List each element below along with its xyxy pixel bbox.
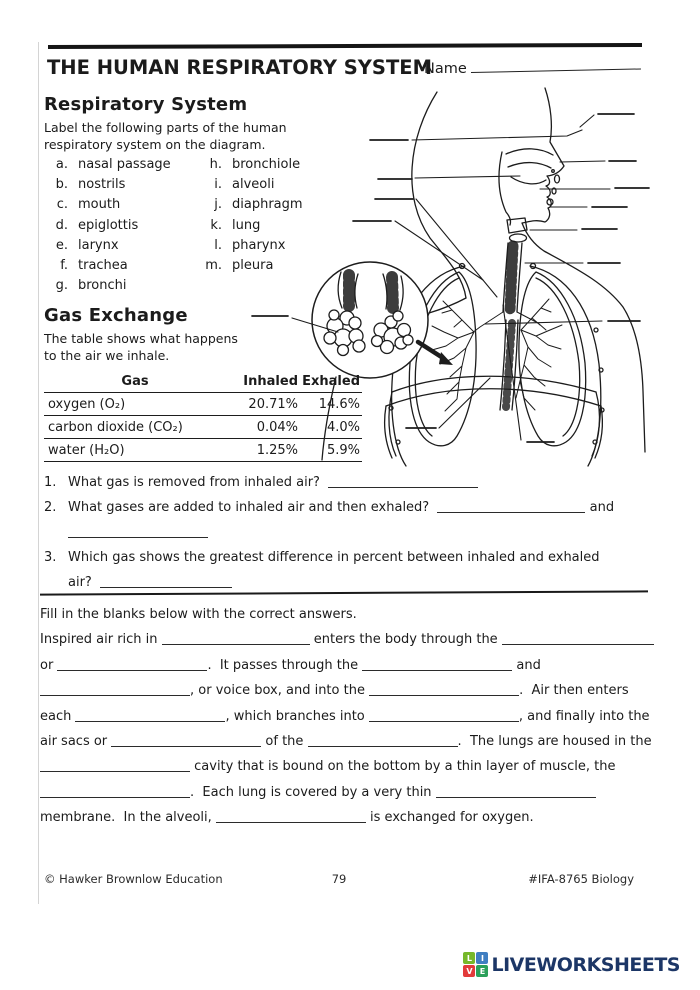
text-segment: What gas is removed from inhaled air? — [68, 475, 329, 490]
question-number: 3. — [44, 550, 57, 565]
footer-code: #IFA-8765 Biology — [528, 872, 635, 886]
exhaled-value-cell: 14.6% — [318, 397, 360, 412]
liveworksheets-wordmark: LIVEWORKSHEETS — [491, 953, 680, 976]
text-segment: and — [512, 657, 541, 673]
part-label: mouth — [78, 197, 121, 213]
gas-name-cell: carbon dioxide (CO₂) — [48, 420, 183, 435]
answer-blank[interactable] — [40, 683, 190, 696]
answer-blank[interactable] — [437, 500, 585, 513]
text-segment: of the — [261, 734, 308, 750]
scan-artifact-line — [38, 42, 39, 904]
text-segment: What gases are added to inhaled air and then exhaled? — [68, 500, 438, 515]
part-letter: k. — [210, 217, 222, 233]
question-line — [44, 545, 664, 570]
fill-line — [40, 780, 672, 805]
part-letter: j. — [214, 197, 222, 213]
inhaled-column-header: Inhaled — [243, 374, 298, 389]
alveoli-inset — [312, 262, 428, 378]
magnifier-arrow — [418, 342, 453, 365]
respiratory-instructions: Label the following parts of the human respiratory system on the diagram. — [44, 120, 287, 152]
part-letter: e. — [55, 237, 68, 253]
fill-line — [40, 704, 672, 729]
answer-blank[interactable] — [40, 759, 190, 772]
question-line — [44, 495, 664, 520]
text-segment: , which branches into — [225, 708, 369, 724]
page-footer — [44, 872, 634, 886]
text-segment: . Each lung is covered by a very thin — [190, 784, 436, 800]
answer-blank[interactable] — [308, 734, 458, 747]
fill-intro: Fill in the blanks below with the correct answers. — [40, 607, 357, 622]
name-block — [424, 58, 641, 77]
part-letter: i. — [214, 177, 222, 193]
answer-blank[interactable] — [75, 709, 225, 722]
part-label: larynx — [78, 237, 119, 253]
fill-line — [40, 627, 672, 652]
part-letter: d. — [55, 217, 68, 233]
diaphragm — [385, 376, 603, 458]
part-label: trachea — [78, 258, 128, 274]
inhaled-value-cell: 1.25% — [256, 443, 298, 458]
text-segment: . The lungs are housed in the — [457, 734, 652, 750]
top-rule — [48, 43, 642, 49]
text-segment: enters the body through the — [309, 632, 502, 648]
text-segment: and — [585, 500, 615, 515]
fill-line — [40, 653, 672, 678]
liveworksheets-tiles-icon — [463, 952, 488, 977]
part-label: diaphragm — [232, 197, 303, 213]
text-segment: air? — [68, 575, 101, 590]
footer-copyright: © Hawker Brownlow Education — [44, 872, 223, 886]
gas-exchange-description: The table shows what happens to the air we inhale. — [44, 331, 238, 363]
part-label: lung — [232, 217, 261, 233]
text-segment: , and finally into the — [518, 708, 650, 724]
text-segment: Inspired air rich in — [40, 632, 162, 648]
logo-tile: E — [476, 965, 488, 977]
answer-blank[interactable] — [328, 475, 478, 488]
section-heading-gas-exchange: Gas Exchange — [44, 305, 188, 326]
part-letter: g. — [55, 278, 68, 294]
question-number: 2. — [44, 500, 57, 515]
answer-blank[interactable] — [162, 632, 310, 645]
gas-table-row — [44, 416, 362, 439]
name-answer-blank[interactable] — [470, 54, 640, 73]
part-label: bronchi — [78, 278, 127, 294]
section-heading-respiratory: Respiratory System — [44, 94, 248, 115]
text-segment: air sacs or — [40, 734, 112, 750]
fill-lines — [40, 627, 672, 830]
part-label: pharynx — [232, 237, 286, 253]
question-number: 1. — [44, 475, 57, 490]
logo-tile: L — [463, 952, 475, 964]
part-letter: m. — [205, 258, 222, 274]
logo-tile: I — [476, 952, 488, 964]
bronchial-tree — [432, 299, 562, 411]
part-letter: a. — [55, 157, 68, 172]
text-segment: cavity that is bound on the bottom by a thin layer of muscle, the — [190, 759, 616, 775]
fill-line — [40, 729, 672, 754]
part-label: pleura — [232, 258, 274, 274]
name-label: Name — [424, 61, 467, 77]
exhaled-value-cell: 4.0% — [326, 420, 360, 435]
text-segment: . Air then enters — [519, 683, 629, 699]
answer-blank[interactable] — [369, 683, 519, 696]
answer-blank[interactable] — [216, 810, 366, 823]
questions-list — [44, 470, 664, 595]
fill-in-blanks-section — [40, 602, 672, 831]
part-label: epiglottis — [78, 217, 139, 233]
text-segment: . It passes through the — [207, 657, 363, 673]
inhaled-value-cell: 20.71% — [248, 397, 298, 412]
answer-blank[interactable] — [57, 658, 207, 671]
page-title: THE HUMAN RESPIRATORY SYSTEM — [47, 56, 432, 79]
part-label: nostrils — [78, 177, 126, 193]
answer-blank[interactable] — [100, 575, 232, 588]
answer-blank[interactable] — [362, 658, 512, 671]
question-line — [44, 570, 664, 595]
text-segment: membrane. In the alveoli, — [40, 810, 216, 826]
airway-internals — [499, 149, 560, 242]
part-letter: c. — [56, 197, 68, 213]
text-segment: , or voice box, and into the — [190, 683, 370, 699]
part-letter: f. — [60, 258, 68, 274]
inhaled-value-cell: 0.04% — [256, 420, 298, 435]
answer-blank[interactable] — [369, 709, 519, 722]
liveworksheets-logo[interactable] — [463, 952, 680, 977]
text-segment: each — [40, 708, 76, 724]
part-letter: l. — [214, 237, 222, 253]
text-segment: or — [40, 657, 58, 673]
part-letter: h. — [209, 157, 222, 172]
gas-column-header: Gas — [121, 374, 149, 389]
part-letter: b. — [55, 177, 68, 193]
part-label: bronchiole — [232, 157, 301, 172]
fill-line — [40, 805, 672, 830]
gas-exchange-table — [44, 370, 362, 462]
answer-blank[interactable] — [68, 525, 208, 538]
answer-blank[interactable] — [436, 785, 596, 798]
logo-tile: V — [463, 965, 475, 977]
answer-blank[interactable] — [502, 632, 654, 645]
exhaled-value-cell: 5.9% — [326, 443, 360, 458]
exhaled-column-header: Exhaled — [302, 374, 360, 389]
gas-name-cell: oxygen (O₂) — [48, 397, 126, 412]
text-segment: is exchanged for oxygen. — [365, 810, 534, 826]
fill-line — [40, 678, 672, 703]
answer-blank[interactable] — [40, 785, 190, 798]
footer-page-number: 79 — [331, 872, 347, 886]
question-line — [44, 520, 664, 545]
text-segment: Which gas shows the greatest difference in percent between inhaled and exhaled — [68, 550, 600, 565]
gas-table-header-row — [44, 370, 362, 393]
trachea — [503, 243, 522, 312]
lungs — [409, 272, 585, 446]
gas-name-cell: water (H₂O) — [48, 443, 125, 458]
part-label: alveoli — [232, 177, 275, 193]
part-label: nasal passage — [78, 157, 171, 172]
gas-table-row — [44, 393, 362, 416]
question-line — [44, 470, 664, 495]
gas-table-row — [44, 439, 362, 462]
answer-blank[interactable] — [111, 734, 261, 747]
fill-line — [40, 754, 672, 779]
